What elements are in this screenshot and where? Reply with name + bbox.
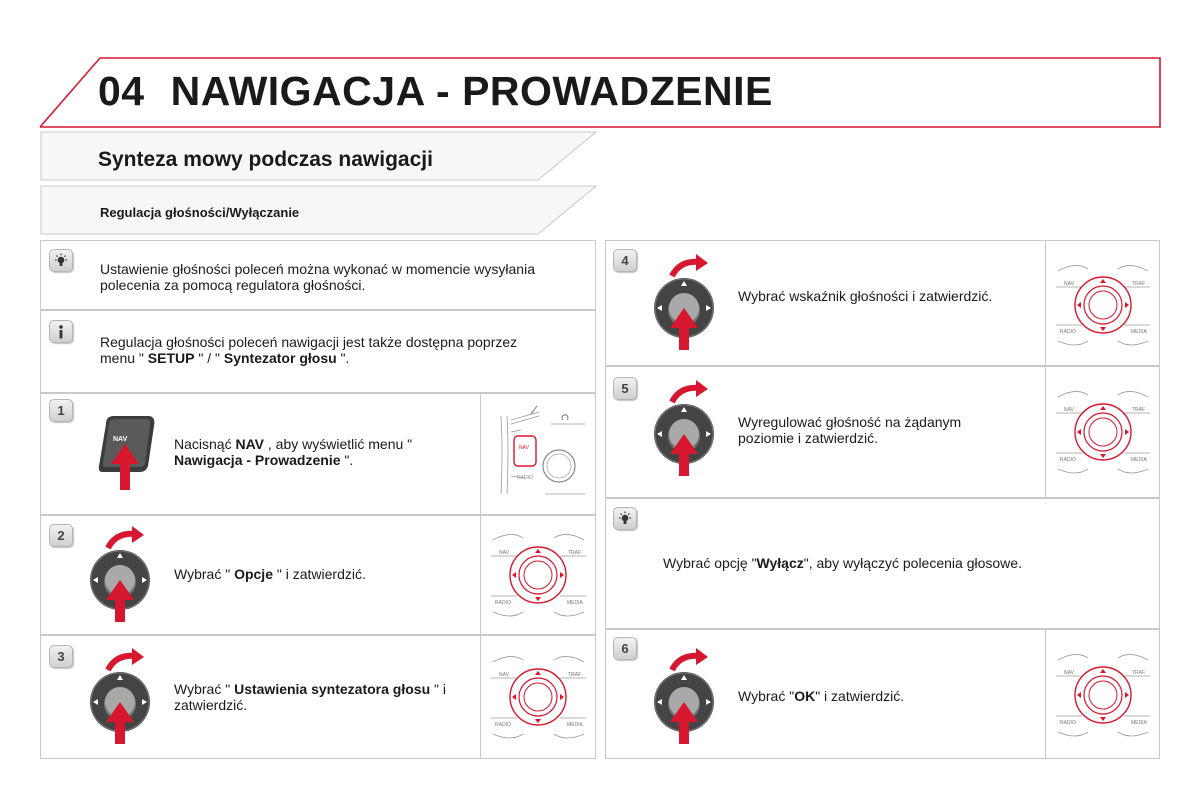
step-text-part: Nacisnąć xyxy=(174,436,236,452)
tip-text-part: ", aby wyłączyć polecenia głosowe. xyxy=(803,555,1022,571)
step-1-text xyxy=(174,436,464,468)
step-2-text xyxy=(174,566,464,582)
info-text-part: " / " xyxy=(194,350,224,366)
voice-synth-menu-label: Syntezator głosu xyxy=(223,350,337,366)
step-3-text xyxy=(174,681,464,713)
thumb-media-label: MEDIA xyxy=(567,600,583,606)
tip-badge xyxy=(49,249,73,272)
tip-text: Ustawienie głośności poleceń można wykonać w momencie wysyłania polecenia za pomocą regulatora głośności. xyxy=(100,261,535,293)
tip-text-part: Wybrać opcję " xyxy=(663,555,757,571)
thumb-radio-label: RADIO xyxy=(1060,720,1076,726)
step-text-part: Wybrać " xyxy=(174,566,235,582)
thumb-nav-label: NAV xyxy=(499,672,509,678)
thumb-media-label: MEDIA xyxy=(1131,720,1147,726)
nav-key-label: NAV xyxy=(235,436,264,452)
console-thumbnail xyxy=(1045,630,1159,758)
thumb-radio-label: RADIO xyxy=(1060,329,1076,335)
step-text-part: Wybrać " xyxy=(174,681,235,697)
right-tip-badge xyxy=(613,507,637,530)
thumb-nav-label: NAV xyxy=(1064,281,1074,287)
rotary-knob-press-icon xyxy=(652,378,722,483)
rotary-knob-press-icon xyxy=(652,646,722,751)
synth-settings-label: Ustawienia syntezatora głosu xyxy=(234,681,431,697)
thumb-media-label: MEDIA xyxy=(1131,457,1147,463)
step-text-part: Wybrać " xyxy=(738,688,795,704)
thumb-nav-label: NAV xyxy=(1064,407,1074,413)
rotary-knob-press-icon xyxy=(652,252,722,357)
right-tip-text xyxy=(663,555,1143,571)
step-2-badge: 2 xyxy=(49,524,73,547)
thumb-nav-label: NAV xyxy=(499,550,509,556)
thumb-traf-label: TRAF xyxy=(568,550,582,556)
nav-menu-label: Nawigacja - Prowadzenie xyxy=(174,452,341,468)
rotary-knob-press-icon xyxy=(88,646,158,751)
bulb-icon xyxy=(53,253,69,269)
thumb-radio-label: RADIO xyxy=(495,600,511,606)
info-icon xyxy=(53,324,69,340)
thumb-traf-label: TRAF xyxy=(1132,670,1146,676)
step-4-badge: 4 xyxy=(613,249,637,272)
info-text-part: Regulacja głośności poleceń nawigacji jest także dostępna poprzez menu " xyxy=(100,334,518,366)
thumb-media-label: MEDIA xyxy=(1131,329,1147,335)
thumb-traf-label: TRAF xyxy=(568,672,582,678)
step-3-badge: 3 xyxy=(49,645,73,668)
step-text-part: " i zatwierdzić. xyxy=(815,688,905,704)
step-6-text xyxy=(738,688,1018,704)
step-text-part: " i zatwierdzić. xyxy=(174,681,446,713)
step-text-part: " i zatwierdzić. xyxy=(272,566,366,582)
thumb-media-label: MEDIA xyxy=(567,722,583,728)
nav-console-thumbnail xyxy=(480,394,595,514)
ok-label: OK xyxy=(794,688,816,704)
thumb-nav-label: NAV xyxy=(519,445,529,451)
step-5-badge: 5 xyxy=(613,377,637,400)
nav-button-label: NAV xyxy=(113,436,128,443)
chapter-number: 04 xyxy=(98,68,145,114)
step-text-part: ". xyxy=(340,452,354,468)
console-thumbnail xyxy=(480,516,595,634)
section-title: Synteza mowy podczas nawigacji xyxy=(98,148,433,171)
info-text xyxy=(100,334,550,366)
console-thumbnail xyxy=(1045,241,1159,365)
thumb-radio-label: RADIO xyxy=(517,475,533,481)
step-4-text: Wybrać wskaźnik głośności i zatwierdzić. xyxy=(738,288,993,304)
step-text-part: , aby wyświetlić menu " xyxy=(264,436,413,452)
thumb-traf-label: TRAF xyxy=(1132,281,1146,287)
info-badge xyxy=(49,320,73,343)
thumb-radio-label: RADIO xyxy=(1060,457,1076,463)
thumb-traf-label: TRAF xyxy=(1132,407,1146,413)
console-thumbnail xyxy=(480,636,595,758)
step-6-badge: 6 xyxy=(613,637,637,660)
step-5-text: Wyregulować głośność na żądanym poziomie i zatwierdzić. xyxy=(738,414,962,446)
chapter-name: NAWIGACJA - PROWADZENIE xyxy=(170,68,773,114)
options-menu-label: Opcje xyxy=(234,566,273,582)
thumb-nav-label: NAV xyxy=(1064,670,1074,676)
step-1-badge: 1 xyxy=(49,399,73,422)
setup-menu-label: SETUP xyxy=(147,350,195,366)
disable-option-label: Wyłącz xyxy=(756,555,804,571)
nav-button-press-icon xyxy=(96,414,160,497)
info-text-part: ". xyxy=(336,350,350,366)
chapter-title xyxy=(98,68,773,115)
subsection-title: Regulacja głośności/Wyłączanie xyxy=(100,205,300,220)
thumb-radio-label: RADIO xyxy=(495,722,511,728)
bulb-icon xyxy=(617,511,633,527)
console-thumbnail xyxy=(1045,367,1159,497)
rotary-knob-press-icon xyxy=(88,524,158,629)
